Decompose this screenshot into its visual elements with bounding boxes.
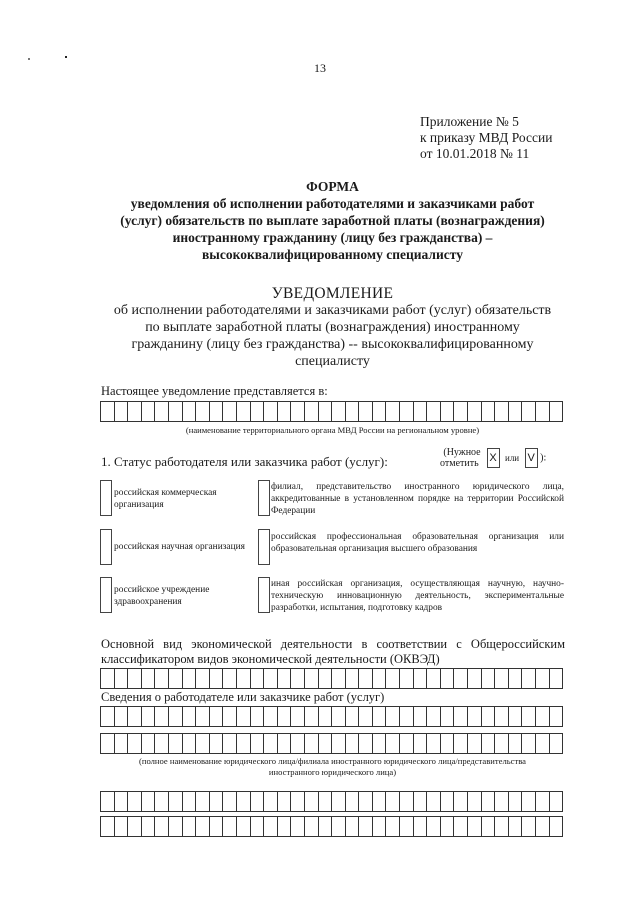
- form-subtitle-line: (услуг) обязательств по выплате заработной платы (вознаграждения): [120, 213, 545, 228]
- input-cell[interactable]: [359, 706, 373, 727]
- input-cell[interactable]: [346, 816, 360, 837]
- input-cell[interactable]: [196, 668, 210, 689]
- input-cell[interactable]: [359, 401, 373, 422]
- mark-hint-end: ):: [540, 452, 547, 464]
- input-cell[interactable]: [346, 668, 360, 689]
- input-cell[interactable]: [400, 668, 414, 689]
- input-cell[interactable]: [183, 791, 197, 812]
- page-number: 13: [314, 61, 326, 75]
- status-option-scientific: российская научная организация: [114, 542, 245, 552]
- employer-info-label: Сведения о работодателе или заказчике работ (услуг): [101, 690, 385, 704]
- input-cell[interactable]: [210, 791, 224, 812]
- input-cell[interactable]: [278, 706, 292, 727]
- mark-hint-line: (Нужное: [443, 447, 481, 458]
- input-cell[interactable]: [319, 733, 333, 754]
- input-cell[interactable]: [373, 733, 387, 754]
- submitted-to-label: Настоящее уведомление представляется в:: [101, 384, 328, 398]
- input-cell[interactable]: [454, 706, 468, 727]
- input-cell[interactable]: [346, 401, 360, 422]
- employer-name-grid-row-2[interactable]: [100, 733, 563, 754]
- input-cell[interactable]: [509, 706, 523, 727]
- input-cell[interactable]: [183, 401, 197, 422]
- input-cell[interactable]: [237, 668, 251, 689]
- mark-example-v: V: [525, 448, 538, 468]
- input-cell[interactable]: [359, 816, 373, 837]
- input-cell[interactable]: [142, 401, 156, 422]
- input-cell[interactable]: [169, 791, 183, 812]
- input-cell[interactable]: [128, 733, 142, 754]
- input-cell[interactable]: [468, 816, 482, 837]
- input-cell[interactable]: [414, 816, 428, 837]
- input-cell[interactable]: [386, 401, 400, 422]
- status-checkbox-other-research[interactable]: [258, 577, 270, 613]
- notice-title: УВЕДОМЛЕНИЕ: [271, 285, 394, 302]
- okved-label-line: Основной вид экономической деятельности в соответствии с Общероссийским: [101, 637, 565, 651]
- input-cell[interactable]: [291, 733, 305, 754]
- caption-line: иностранного юридического лица): [268, 767, 397, 777]
- input-cell[interactable]: [278, 816, 292, 837]
- input-cell[interactable]: [115, 706, 129, 727]
- input-cell[interactable]: [196, 733, 210, 754]
- input-cell[interactable]: [115, 668, 129, 689]
- input-cell[interactable]: [359, 733, 373, 754]
- mark-hint-line: отметить: [440, 458, 479, 469]
- input-cell[interactable]: [522, 733, 536, 754]
- input-cell[interactable]: [237, 401, 251, 422]
- input-cell[interactable]: [400, 816, 414, 837]
- input-cell[interactable]: [223, 401, 237, 422]
- form-heading: [100, 178, 565, 263]
- input-cell[interactable]: [155, 401, 169, 422]
- input-cell[interactable]: [468, 791, 482, 812]
- input-cell[interactable]: [142, 791, 156, 812]
- input-cell[interactable]: [441, 401, 455, 422]
- mark-hint-text: [440, 447, 484, 469]
- input-cell[interactable]: [264, 706, 278, 727]
- input-cell[interactable]: [522, 401, 536, 422]
- input-cell[interactable]: [427, 401, 441, 422]
- input-cell[interactable]: [373, 668, 387, 689]
- input-cell[interactable]: [291, 401, 305, 422]
- input-cell[interactable]: [319, 706, 333, 727]
- form-subtitle-line: уведомления об исполнении работодателями и заказчиками работ: [130, 196, 535, 211]
- input-cell[interactable]: [536, 733, 550, 754]
- scan-speck: [28, 58, 30, 60]
- input-cell[interactable]: [468, 733, 482, 754]
- input-cell[interactable]: [128, 791, 142, 812]
- input-cell[interactable]: [441, 733, 455, 754]
- input-cell[interactable]: [196, 401, 210, 422]
- input-cell[interactable]: [210, 706, 224, 727]
- input-cell[interactable]: [101, 401, 115, 422]
- input-cell[interactable]: [251, 816, 265, 837]
- input-cell[interactable]: [359, 668, 373, 689]
- appendix-line: к приказу МВД России: [420, 130, 553, 145]
- input-cell[interactable]: [482, 816, 496, 837]
- input-cell[interactable]: [223, 706, 237, 727]
- mark-or-text: или: [505, 452, 520, 463]
- input-cell[interactable]: [482, 733, 496, 754]
- input-cell[interactable]: [210, 733, 224, 754]
- input-cell[interactable]: [332, 401, 346, 422]
- input-cell[interactable]: [509, 816, 523, 837]
- input-cell[interactable]: [550, 791, 564, 812]
- input-cell[interactable]: [291, 791, 305, 812]
- input-cell[interactable]: [142, 816, 156, 837]
- input-cell[interactable]: [291, 816, 305, 837]
- input-cell[interactable]: [536, 401, 550, 422]
- input-cell[interactable]: [319, 791, 333, 812]
- input-cell[interactable]: [196, 791, 210, 812]
- input-cell[interactable]: [169, 733, 183, 754]
- input-cell[interactable]: [454, 401, 468, 422]
- input-cell[interactable]: [142, 733, 156, 754]
- input-cell[interactable]: [536, 706, 550, 727]
- notice-subtitle-line: специалисту: [295, 354, 370, 369]
- employer-name-caption: [96, 756, 569, 778]
- input-cell[interactable]: [509, 668, 523, 689]
- input-cell[interactable]: [237, 791, 251, 812]
- input-cell[interactable]: [400, 791, 414, 812]
- input-cell[interactable]: [536, 791, 550, 812]
- input-cell[interactable]: [454, 816, 468, 837]
- input-cell[interactable]: [482, 668, 496, 689]
- input-cell[interactable]: [400, 401, 414, 422]
- input-cell[interactable]: [210, 401, 224, 422]
- input-cell[interactable]: [427, 816, 441, 837]
- input-cell[interactable]: [169, 401, 183, 422]
- input-cell[interactable]: [346, 733, 360, 754]
- input-cell[interactable]: [237, 706, 251, 727]
- input-cell[interactable]: [305, 401, 319, 422]
- scan-speck: [65, 56, 67, 58]
- okved-label-line: классификатором видов экономической деятельности (ОКВЭД): [101, 652, 440, 666]
- input-cell[interactable]: [223, 733, 237, 754]
- input-cell[interactable]: [373, 816, 387, 837]
- input-cell[interactable]: [128, 401, 142, 422]
- input-cell[interactable]: [278, 668, 292, 689]
- input-cell[interactable]: [454, 791, 468, 812]
- status-checkbox-scientific[interactable]: [100, 529, 112, 565]
- input-cell[interactable]: [305, 816, 319, 837]
- form-subtitle-line: иностранному гражданину (лицу без гражданства) –: [172, 230, 493, 245]
- input-cell[interactable]: [441, 816, 455, 837]
- input-cell[interactable]: [319, 816, 333, 837]
- input-cell[interactable]: [169, 706, 183, 727]
- input-cell[interactable]: [386, 668, 400, 689]
- input-cell[interactable]: [291, 706, 305, 727]
- input-cell[interactable]: [509, 401, 523, 422]
- input-cell[interactable]: [495, 706, 509, 727]
- notice-heading: [100, 285, 565, 370]
- input-cell[interactable]: [169, 816, 183, 837]
- input-cell[interactable]: [522, 706, 536, 727]
- input-cell[interactable]: [183, 733, 197, 754]
- mark-example-x: X: [487, 448, 500, 468]
- input-cell[interactable]: [482, 401, 496, 422]
- notice-subtitle-line: гражданину (лицу без гражданства) -- высококвалифицированному: [131, 337, 534, 352]
- input-cell[interactable]: [441, 668, 455, 689]
- input-cell[interactable]: [495, 816, 509, 837]
- caption-line: (полное наименование юридического лица/филиала иностранного юридического лица/представительства: [138, 756, 526, 766]
- input-cell[interactable]: [468, 401, 482, 422]
- input-cell[interactable]: [278, 733, 292, 754]
- input-cell[interactable]: [332, 816, 346, 837]
- status-checkbox-healthcare[interactable]: [100, 577, 112, 613]
- appendix-line: Приложение № 5: [420, 114, 519, 129]
- input-cell[interactable]: [115, 791, 129, 812]
- input-cell[interactable]: [251, 733, 265, 754]
- input-cell[interactable]: [101, 668, 115, 689]
- input-cell[interactable]: [115, 733, 129, 754]
- input-cell[interactable]: [155, 816, 169, 837]
- input-cell[interactable]: [128, 706, 142, 727]
- status-option-healthcare: российское учреждение здравоохранения: [114, 585, 210, 607]
- input-cell[interactable]: [509, 733, 523, 754]
- input-cell[interactable]: [142, 706, 156, 727]
- input-cell[interactable]: [550, 733, 564, 754]
- input-cell[interactable]: [251, 706, 265, 727]
- input-cell[interactable]: [332, 668, 346, 689]
- input-cell[interactable]: [305, 733, 319, 754]
- input-cell[interactable]: [264, 816, 278, 837]
- input-cell[interactable]: [550, 816, 564, 837]
- input-cell[interactable]: [305, 791, 319, 812]
- input-cell[interactable]: [522, 816, 536, 837]
- input-cell[interactable]: [128, 816, 142, 837]
- status-checkbox-educational[interactable]: [258, 529, 270, 565]
- input-cell[interactable]: [454, 668, 468, 689]
- input-cell[interactable]: [427, 706, 441, 727]
- input-cell[interactable]: [386, 733, 400, 754]
- input-cell[interactable]: [332, 706, 346, 727]
- input-cell[interactable]: [332, 733, 346, 754]
- mark-hint: [440, 447, 546, 469]
- input-cell[interactable]: [522, 791, 536, 812]
- input-cell[interactable]: [536, 816, 550, 837]
- form-title: ФОРМА: [306, 179, 359, 194]
- input-cell[interactable]: [251, 668, 265, 689]
- input-cell[interactable]: [155, 791, 169, 812]
- notice-subtitle-line: по выплате заработной платы (вознаграждения) иностранному: [145, 320, 520, 335]
- input-cell[interactable]: [386, 816, 400, 837]
- okved-input-grid[interactable]: [100, 668, 563, 689]
- input-cell[interactable]: [414, 733, 428, 754]
- input-cell[interactable]: [482, 791, 496, 812]
- input-cell[interactable]: [155, 733, 169, 754]
- input-cell[interactable]: [251, 401, 265, 422]
- input-cell[interactable]: [237, 816, 251, 837]
- status-checkbox-foreign-branch[interactable]: [258, 480, 270, 516]
- input-cell[interactable]: [509, 791, 523, 812]
- input-cell[interactable]: [305, 706, 319, 727]
- input-cell[interactable]: [550, 668, 564, 689]
- input-cell[interactable]: [128, 668, 142, 689]
- status-option-commercial: российская коммерческая организация: [114, 488, 217, 510]
- notice-subtitle-line: об исполнении работодателями и заказчиками работ (услуг) обязательств: [113, 303, 552, 318]
- input-cell[interactable]: [550, 401, 564, 422]
- input-cell[interactable]: [264, 668, 278, 689]
- input-cell[interactable]: [414, 706, 428, 727]
- input-cell[interactable]: [278, 791, 292, 812]
- input-cell[interactable]: [305, 668, 319, 689]
- status-checkbox-commercial[interactable]: [100, 480, 112, 516]
- input-cell[interactable]: [264, 733, 278, 754]
- input-cell[interactable]: [441, 706, 455, 727]
- input-cell[interactable]: [101, 816, 115, 837]
- submitted-to-caption: (наименование территориального органа МВД России на региональном уровне): [185, 425, 480, 435]
- input-cell[interactable]: [169, 668, 183, 689]
- input-cell[interactable]: [183, 668, 197, 689]
- input-cell[interactable]: [427, 668, 441, 689]
- input-cell[interactable]: [223, 668, 237, 689]
- input-cell[interactable]: [454, 733, 468, 754]
- input-cell[interactable]: [468, 706, 482, 727]
- input-cell[interactable]: [264, 791, 278, 812]
- input-cell[interactable]: [373, 401, 387, 422]
- input-cell[interactable]: [115, 816, 129, 837]
- input-cell[interactable]: [346, 791, 360, 812]
- input-cell[interactable]: [550, 706, 564, 727]
- input-cell[interactable]: [210, 668, 224, 689]
- input-cell[interactable]: [427, 733, 441, 754]
- input-cell[interactable]: [183, 706, 197, 727]
- input-cell[interactable]: [386, 706, 400, 727]
- form-subtitle-line: высококвалифицированному специалисту: [202, 247, 463, 262]
- input-cell[interactable]: [237, 733, 251, 754]
- input-cell[interactable]: [155, 668, 169, 689]
- input-cell[interactable]: [427, 791, 441, 812]
- input-cell[interactable]: [142, 668, 156, 689]
- input-cell[interactable]: [400, 733, 414, 754]
- employer-name-grid-row-1[interactable]: [100, 706, 563, 727]
- input-cell[interactable]: [101, 791, 115, 812]
- input-cell[interactable]: [101, 706, 115, 727]
- input-cell[interactable]: [196, 706, 210, 727]
- input-cell[interactable]: [386, 791, 400, 812]
- input-cell[interactable]: [264, 401, 278, 422]
- input-cell[interactable]: [468, 668, 482, 689]
- section1-label: 1. Статус работодателя или заказчика работ (услуг):: [101, 454, 388, 469]
- input-cell[interactable]: [495, 791, 509, 812]
- input-cell[interactable]: [400, 706, 414, 727]
- input-cell[interactable]: [291, 668, 305, 689]
- input-cell[interactable]: [414, 791, 428, 812]
- input-cell[interactable]: [441, 791, 455, 812]
- status-option-educational: российская профессиональная образовательная организация или образовательная организация высшего образования: [271, 532, 564, 554]
- input-cell[interactable]: [536, 668, 550, 689]
- input-cell[interactable]: [115, 401, 129, 422]
- input-cell[interactable]: [332, 791, 346, 812]
- input-cell[interactable]: [522, 668, 536, 689]
- input-cell[interactable]: [482, 706, 496, 727]
- input-cell[interactable]: [101, 733, 115, 754]
- input-cell[interactable]: [278, 401, 292, 422]
- input-cell[interactable]: [359, 791, 373, 812]
- employer-extra-grid-row-1[interactable]: [100, 791, 563, 812]
- status-option-other-research: иная российская организация, осуществляющая научную, научно-техническую инновационную деятельность, экспериментальные разработки, испытания, подготовку кадров: [271, 579, 564, 613]
- submitted-to-input-grid[interactable]: [100, 401, 563, 422]
- appendix-line: от 10.01.2018 № 11: [420, 146, 530, 161]
- appendix-reference: [420, 114, 552, 162]
- input-cell[interactable]: [414, 401, 428, 422]
- input-cell[interactable]: [183, 816, 197, 837]
- input-cell[interactable]: [319, 668, 333, 689]
- input-cell[interactable]: [251, 791, 265, 812]
- input-cell[interactable]: [223, 791, 237, 812]
- input-cell[interactable]: [373, 706, 387, 727]
- input-cell[interactable]: [373, 791, 387, 812]
- input-cell[interactable]: [155, 706, 169, 727]
- input-cell[interactable]: [210, 816, 224, 837]
- input-cell[interactable]: [495, 401, 509, 422]
- input-cell[interactable]: [319, 401, 333, 422]
- input-cell[interactable]: [346, 706, 360, 727]
- employer-extra-grid-row-2[interactable]: [100, 816, 563, 837]
- input-cell[interactable]: [495, 733, 509, 754]
- input-cell[interactable]: [495, 668, 509, 689]
- input-cell[interactable]: [196, 816, 210, 837]
- input-cell[interactable]: [223, 816, 237, 837]
- input-cell[interactable]: [414, 668, 428, 689]
- status-option-foreign-branch: филиал, представительство иностранного юридического лица, аккредитованные в установленном порядке на территории Российской Федерации: [271, 482, 564, 516]
